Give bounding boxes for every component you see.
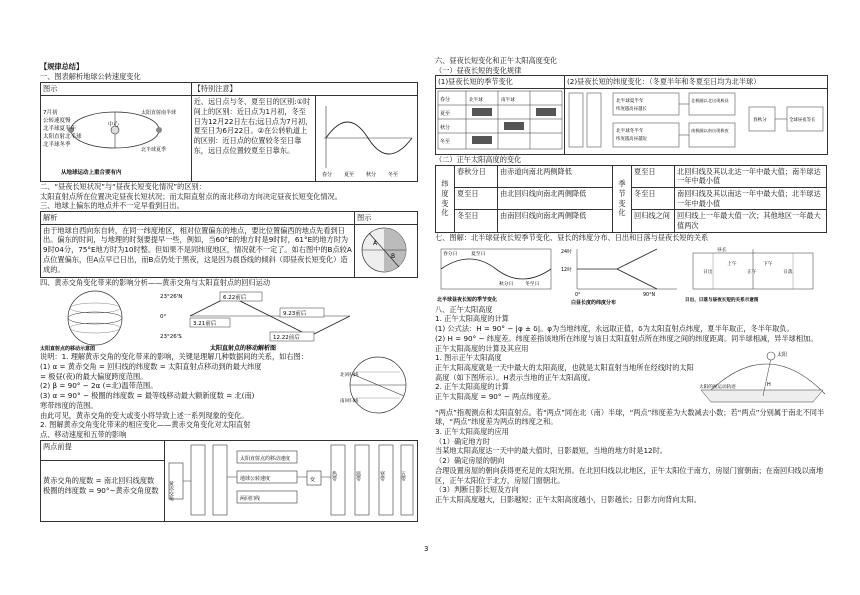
obliquity-line-2: (1) α = 黄赤交角 = 回归线的纬度数 = 太阳直射点移动到的最大纬度 bbox=[40, 361, 262, 371]
s7-label-sunset: 日落 bbox=[783, 269, 793, 275]
declination-curve bbox=[316, 96, 416, 178]
section-7-title: 七、图解：北半球昼夜长短季节变化、昼长的纬度分布、日出和日落与昼夜长短的关系 bbox=[435, 232, 709, 242]
section-2-title: 二、“昼夜长短状况”与“昼夜长短变化情况”的区别： bbox=[40, 181, 206, 191]
premise-head: 两点前提 bbox=[41, 440, 165, 461]
noon-row2-date: 夏至日 bbox=[455, 188, 498, 210]
globe-terminator-figure bbox=[355, 225, 413, 275]
noon-altitude-block bbox=[435, 344, 827, 408]
season-label-spring: 春分 bbox=[440, 97, 451, 104]
flow-box-frigid: 寒带 bbox=[379, 470, 385, 481]
orbit-note: 近、远日点与冬、夏至日的区别:①时间上的区别：近日点为1月初，冬至日为12月22日左右;远日点为7月初，夏至日为6月22日。②在公转轨道上的区别：近日点的位置较冬至日靠东，远日点位置较夏至日靠东。 bbox=[191, 96, 315, 182]
obliquity-line-1: 说明：1. 理解黄赤交角的变化带来的影响，关键是理解几种数据间的关系，如右图： bbox=[40, 352, 308, 362]
season-label-winter: 冬至 bbox=[440, 139, 451, 146]
s8-line-12: 当某地太阳高度达一天中的最大值时，日影最短，当地的地方时是12时。 bbox=[435, 446, 667, 456]
s7-caption-3: 日出、日落与昼夜长短的关系示意图 bbox=[685, 297, 759, 303]
noon-row2-season: 冬至日 bbox=[632, 188, 675, 210]
noon-row3-result: 回归线上一年最大值一次；其他地区一年最大值两次 bbox=[675, 210, 827, 232]
flow-box-zones: 五带 bbox=[400, 470, 406, 481]
summary-heading: 【规律总结】 bbox=[40, 62, 84, 71]
sunrise-figure-cell bbox=[355, 224, 418, 278]
season-label-summer: 夏至 bbox=[440, 111, 451, 118]
noon-row1-result: 北回归线及其以北达一年中最大值；南半球达一年中最小值 bbox=[675, 165, 827, 187]
s7-label-24h: 24时 bbox=[561, 249, 572, 255]
flow-box-torrid: 热带 bbox=[331, 470, 337, 481]
s7-label-sunrise: 日出 bbox=[703, 269, 713, 275]
s7-label-9onN: 90°N bbox=[643, 292, 656, 298]
daylength-latitude-cell bbox=[565, 89, 828, 155]
s8-line-8: 正午太阳高度 = 90° − 两点纬度差。 bbox=[435, 392, 556, 402]
globe2-label-ntropic: 北回归线 bbox=[340, 373, 359, 379]
lat-label-north: 23°26'N bbox=[160, 294, 183, 301]
s8-line-15: （3）判断日影长短及方向 bbox=[435, 485, 519, 495]
globe-label-a: A bbox=[373, 239, 378, 247]
latitude-daylength-figure bbox=[557, 243, 683, 305]
lat-box-winter-rule: 纬度越高昼越短 bbox=[616, 137, 647, 143]
lat-box-winter-half: 北半球冬半年 bbox=[616, 129, 644, 135]
section-6-sub2: （二）正午太阳高度的变化 bbox=[435, 154, 522, 164]
s8-line-11: （1）确定地方时 bbox=[435, 436, 490, 446]
orbit-curve-cell bbox=[315, 96, 417, 182]
orbit-label-6: 太阳直射南半球 bbox=[141, 110, 177, 117]
noon-row2-result: 南回归线及其以南达一年中最大值；北半球达一年中最小值 bbox=[675, 188, 827, 210]
seasonal-daylength-figure bbox=[435, 243, 557, 305]
curve-label-summer: 夏至 bbox=[343, 172, 354, 179]
sunrise-sunset-figure bbox=[683, 243, 823, 305]
lat-box-equinox: 春秋分 bbox=[753, 118, 767, 124]
lat-box-polar-night: 南极圈以南出现极夜 bbox=[691, 128, 729, 134]
s8-line-14: 合理设置房屋的朝向获得更充足的太阳光照。在北回归线以北地区，正午太阳位于南方，房屋门窗朝南；在南回归线以南地区，正午太阳位于北方，房屋门窗朝北。 bbox=[435, 465, 824, 485]
daylength-head-latitude: (2)昼夜长短的纬度变化：（冬夏半年和冬夏至日均为北半球） bbox=[565, 76, 828, 89]
flow-box-tropics: 两回归线 bbox=[240, 495, 261, 502]
s8-line-9: “两点”指观测点和太阳直射点。若“两点”同在北（南）半球，“两点”纬度差为大数减去小数；若“两点”分别属于南北不同半球，“两点”纬度差为两点的纬度之和。 bbox=[435, 407, 825, 427]
curve-label-autumn: 秋分 bbox=[365, 172, 376, 179]
left-column bbox=[40, 6, 418, 522]
s7-label-0deg: 0° bbox=[575, 292, 581, 298]
noon-fig-path: 太阳的视运动轨迹 bbox=[699, 384, 736, 390]
lat-box-summer-half: 北半球夏半年 bbox=[616, 99, 644, 105]
s7-label-spring: 春分日 bbox=[443, 251, 458, 257]
s8-line-16: 正午太阳高度越大，日影越短；正午太阳高度越小，日影越长；日影方向背向太阳。 bbox=[435, 494, 701, 504]
orbit-label-7: 北半球夏季 bbox=[141, 147, 167, 154]
season-label-autumn: 秋分 bbox=[440, 125, 451, 132]
s8-line-1: 1. 正午太阳高度的计算 bbox=[435, 314, 509, 324]
globe-label-b: B bbox=[391, 252, 396, 260]
obliquity-line-3: = 极昼(夜)的最大偏度跨度范围。 bbox=[40, 371, 148, 381]
section-6-sub1: （一）昼夜长短的变化规律 bbox=[435, 65, 522, 75]
flow-box-speed: 太阳直射点的移动速度 bbox=[240, 455, 291, 462]
s8-line-10: 3. 正午太阳高度的应用 bbox=[435, 426, 509, 436]
date-label-dec: 12.22前后 bbox=[273, 335, 300, 342]
orbit-table-head-figure: 图示 bbox=[41, 83, 192, 96]
noon-altitude-table bbox=[435, 165, 827, 233]
noon-row1-rule: 由赤道向南北两侧降低 bbox=[498, 165, 613, 187]
lat-box-summer-rule: 纬度越高昼越长 bbox=[616, 107, 647, 113]
flow-box-revolution: 地球公转速度 bbox=[240, 475, 271, 482]
orbit-table bbox=[40, 82, 418, 181]
noon-row1-season: 夏至日 bbox=[632, 165, 675, 187]
s7-label-noon: 正午 bbox=[747, 269, 757, 275]
obliquity-line-7: 由此可见，黄赤交角的变大或变小将导致上述一系列现象的变化。 bbox=[40, 410, 249, 420]
s8-line-5: 1. 图示正午太阳高度 bbox=[435, 353, 502, 363]
noon-row3-date: 冬至日 bbox=[455, 210, 498, 232]
sun-path-figures bbox=[40, 288, 418, 352]
section-4-title: 四、黄赤交角变化带来的影响分析——黄赤交角与太阳直射点的回归运动 bbox=[40, 278, 271, 288]
s7-label-winter: 冬至日 bbox=[525, 281, 540, 287]
s7-label-am: 上午 bbox=[727, 261, 737, 267]
flow-box-obliquity: 黄赤交角 bbox=[168, 480, 174, 501]
obliquity-line-4: (2) β = 90° − 2α (=北)温带范围。 bbox=[40, 381, 158, 391]
section-7-figures bbox=[435, 243, 827, 305]
daylength-seasonal-grid bbox=[436, 89, 564, 151]
sun-movement-chart bbox=[160, 288, 360, 352]
sunrise-analysis-text: 由于地球自西向东自转，在同一纬度地区，相对位置偏东的地点，要比位置偏西的地点先看到日出。偏东的时间，与地理的时刻要提早一些，例如，当60°E的地方时是9时时，61°E的地方时为9时04分，75°E地方时为10时整。但如果不是同纬度地区，情况就不一定了。如右图中的B点较A点位置偏东，但A点早已日出，而B点仍处于黑夜，这是因为晨昏线的倾斜（即昼夜长短变化）造成的。 bbox=[41, 224, 355, 278]
date-label-jun: 6.22前后 bbox=[223, 295, 247, 302]
orbit-label-1: 公转速度慢 bbox=[43, 118, 71, 125]
orbit-label-5: 中心 bbox=[108, 122, 120, 129]
lat-label-equator: 0° bbox=[160, 314, 167, 321]
section-6-title: 六、昼夜长短变化和正午太阳高度变化 bbox=[435, 56, 558, 65]
orbit-figure-cell bbox=[41, 96, 192, 182]
noon-altitude-figure bbox=[697, 344, 827, 408]
s8-line-2: (1) 公式法：H = 90° − |φ ± δ|。φ为当地纬度，永远取正值，δ为太阳直射点纬度，夏半年取正，冬半年取负。 bbox=[435, 324, 794, 334]
noon-fig-sun: 太阳 bbox=[777, 351, 788, 358]
obliquity-globe bbox=[338, 352, 418, 418]
obliquity-line-9: 点、移动速度和五带的影响 bbox=[40, 429, 127, 439]
noon-altitude-text bbox=[435, 344, 697, 408]
page-number: 3 bbox=[424, 545, 429, 553]
orbit-label-4: 北半球冬季 bbox=[43, 142, 71, 149]
lat-label-south: 23°26'S bbox=[160, 334, 182, 341]
premise-line-2: 极圈的纬度数 = 90°−黄赤交角度数 bbox=[43, 486, 159, 496]
orbit-table-head-note: 【特别注意】 bbox=[191, 83, 417, 96]
obliquity-line-5: (3) α = 90° − 极圈的纬度数 = 最等线移动最大额新度数 = 北(南) bbox=[40, 391, 255, 401]
date-label-sep: 9.23前后 bbox=[283, 311, 307, 318]
premise-cell bbox=[41, 461, 165, 522]
noon-season-change-head: 季节变化 bbox=[613, 165, 632, 232]
s8-line-13: （2）确定房屋的朝向 bbox=[435, 456, 505, 466]
s7-label-pm: 下午 bbox=[763, 261, 773, 267]
obliquity-line-6: 寒带纬度的范围。 bbox=[40, 400, 98, 410]
section-8-title: 八、正午太阳高度 bbox=[435, 304, 493, 314]
daylength-head-seasonal: (1)昼夜长短的季节变化 bbox=[436, 76, 565, 89]
season-head-south: 南半球 bbox=[501, 98, 515, 104]
s8-line-7: 2. 正午太阳高度的计算 bbox=[435, 382, 509, 392]
noon-row3-season: 回归线之间 bbox=[632, 210, 675, 232]
sunrise-table-head-figure: 图示 bbox=[355, 212, 418, 225]
sun-movement-caption: 太阳直射点的移动示意图 bbox=[40, 346, 96, 353]
obliquity-text bbox=[40, 352, 338, 420]
orbit-label-3: 太阳直射北半球 bbox=[43, 134, 82, 141]
section-2-text: 太阳直射点所在位置决定昼夜长短状况；而太阳直射点的南北移动方向决定昼夜长短变化情况。 bbox=[40, 191, 342, 201]
sun-chart-caption: 太阳直射点的移动解析图 bbox=[210, 345, 277, 353]
noon-row2-rule: 由北回归线向南北两侧降低 bbox=[498, 188, 613, 210]
obliquity-line-8: 2. 图解黄赤交角变化带来的相应变化——黄赤交角变化对太阳直射 bbox=[40, 420, 251, 430]
s8-line-6: 正午太阳高度就是一天中最大的太阳高度，也就是太阳直射当地所在经线时的太阳高度（如下图所示）。H表示当地的正午太阳高度。 bbox=[435, 362, 694, 382]
obliquity-effects-table bbox=[40, 440, 418, 523]
curve-label-winter: 冬至 bbox=[387, 172, 398, 179]
s8-line-4: 正午太阳高度的计算及其应用 bbox=[435, 343, 529, 353]
s7-label-autumn: 秋分日 bbox=[499, 281, 514, 287]
s8-line-3: (2) H = 90° − 纬度差。纬度差指该地所在纬度与该日太阳直射点所在纬度之间的纬度距离。同半球相减，异半球相加。 bbox=[435, 333, 818, 343]
s7-label-summer: 夏至日 bbox=[471, 251, 486, 257]
curve-label-spring: 春分 bbox=[321, 172, 332, 179]
season-head-north: 北半球 bbox=[469, 98, 483, 104]
daylength-latitude-chart bbox=[565, 89, 827, 151]
section-3-title: 三、地球上偏东的地点并不一定早看到日出。 bbox=[40, 201, 184, 211]
orbit-label-0: 7月初 bbox=[43, 110, 58, 117]
sunrise-table bbox=[40, 211, 418, 278]
premise-line-1: 黄赤交角的度数 = 南北回归线度数 bbox=[43, 476, 155, 486]
s7-caption-2: 白昼长度的纬度分布 bbox=[571, 299, 617, 305]
flow-box-temperate: 温带 bbox=[355, 470, 361, 481]
sunrise-table-head-analysis: 解析 bbox=[41, 212, 355, 225]
orbit-diagram bbox=[41, 96, 185, 178]
noon-lat-change-head: 纬度变化 bbox=[436, 165, 455, 232]
orbit-label-2: 北半球夏半年 bbox=[43, 126, 77, 133]
lat-box-polar-day: 北极圈以北出现极昼 bbox=[691, 98, 729, 104]
daylength-seasonal-cell bbox=[436, 89, 565, 155]
noon-fig-h: H bbox=[767, 381, 771, 388]
s7-label-daylen: 昼长 bbox=[717, 247, 727, 253]
date-label-mar: 3.21前后 bbox=[193, 321, 217, 328]
globe2-label-stropic: 南回归线 bbox=[340, 399, 359, 405]
right-column bbox=[435, 6, 827, 505]
daylength-table bbox=[435, 75, 828, 154]
flow-box-change: 变 bbox=[310, 476, 316, 483]
sun-movement-globe bbox=[40, 288, 160, 352]
s7-caption-1: 北半球昼夜长短的季节变化 bbox=[437, 296, 498, 303]
lat-box-global-equal: 全球昼夜等长 bbox=[789, 118, 816, 124]
section-1-title: 一、图表解析地球公转速度变化 bbox=[40, 71, 141, 81]
effects-flowchart bbox=[165, 441, 417, 519]
s7-label-12h: 12时 bbox=[561, 267, 572, 273]
noon-row1-date: 春秋分日 bbox=[455, 165, 498, 187]
effects-flow-cell bbox=[165, 440, 418, 522]
noon-row3-rule: 由南回归线向南北两侧降低 bbox=[498, 210, 613, 232]
orbit-caption: 从地球运动上重合要有内 bbox=[61, 170, 122, 177]
obliquity-block bbox=[40, 352, 418, 420]
